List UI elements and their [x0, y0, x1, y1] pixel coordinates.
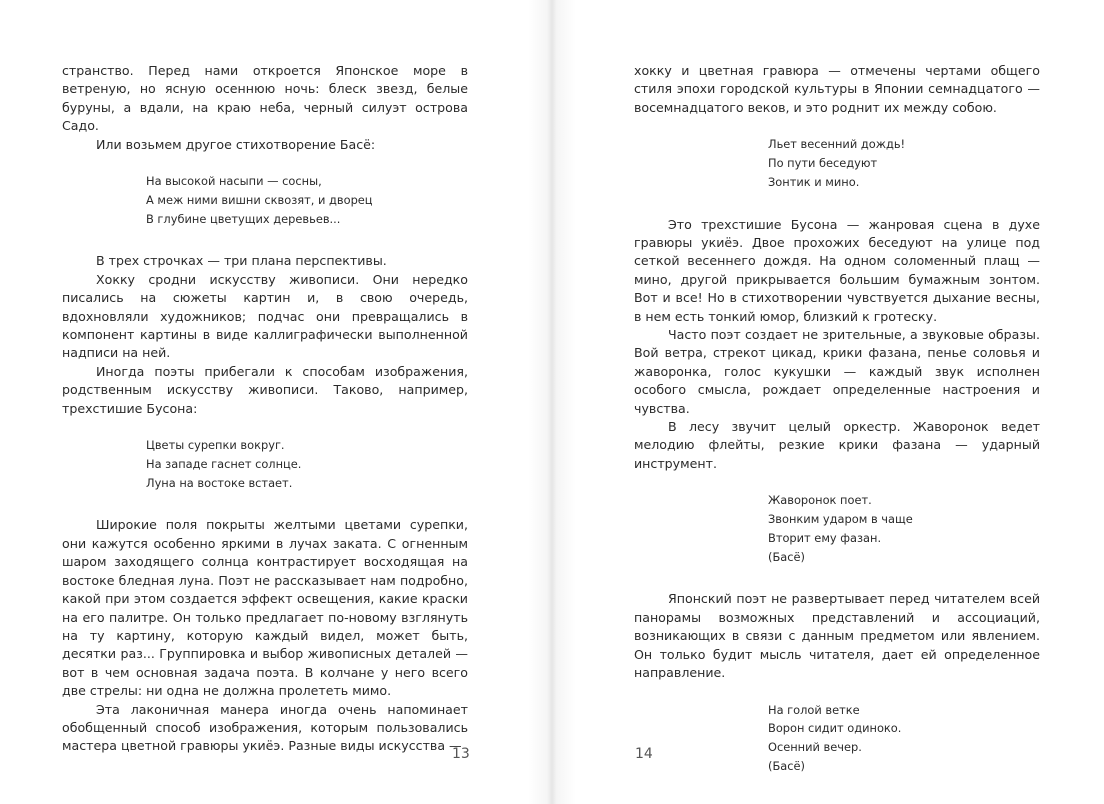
poem-line: Ворон сидит одиноко. [768, 721, 902, 736]
poem-line: Луна на востоке встает. [146, 475, 293, 490]
poem-line: На голой ветке [768, 702, 860, 717]
paragraph: Хокку сродни искусству живописи. Они нередко писались на сюжеты картин и, в свою очередь, вдохновляли художников; подчас они превращались в компонент картины в виде каллиграфически выполненной надписи на ней. [62, 271, 468, 361]
poem-buson-2 [768, 135, 1040, 191]
left-page-text [62, 62, 468, 756]
paragraph: странство. Перед нами откроется Японское море в ветреную, но ясную осеннюю ночь: блеск звезд, белые буруны, а вдали, на краю неба, черный силуэт острова Садо. [62, 63, 468, 134]
poem-attribution: (Басё) [768, 758, 805, 773]
poem-line: В глубине цветущих деревьев... [146, 211, 341, 226]
poem-line: На западе гаснет солнце. [146, 456, 302, 471]
paragraph: Эта лаконичная манера иногда очень напоминает обобщенный способ изображения, которым пользовались мастера цветной гравюры укиёэ. Разные виды искусства — [62, 701, 468, 754]
poem-line: Жаворонок поет. [768, 493, 872, 508]
paragraph: Широкие поля покрыты желтыми цветами сурепки, они кажутся особенно яркими в лучах заката. С огненным шаром заходящего солнца контрастирует восходящая на востоке бледная луна. Поэт не рассказывает нам подробно, какой при этом создается эффект освещения, какие краски на его палитре. Он только предлагает по-новому взглянуть на ту картину, которую каждый видел, может быть, десятки раз... Группировка и выбор живописных деталей — вот в чем основная задача поэта. В колчане у него всего две стрелы: ни одна не должна пролететь мимо. [62, 517, 468, 699]
poem-line: На высокой насыпи — сосны, [146, 174, 322, 189]
poem-line: Звонким ударом в чаще [768, 512, 913, 527]
paragraph: В трех строчках — три плана перспективы. [96, 253, 387, 269]
poem-basho-3 [768, 701, 1040, 776]
paragraph: Это трехстишие Бусона — жанровая сцена в духе гравюры укиёэ. Двое прохожих беседуют на улице под сеткой весеннего дождя. На одном соломенный плащ — мино, другой прикрывается большим бумажным зонтом. Вот и все! Но в стихотворении чувствуется дыхание весны, в нем есть тонкий юмор, близкий к гротеску. [634, 216, 1040, 324]
paragraph: Или возьмем другое стихотворение Басё: [96, 136, 376, 152]
poem-line: Цветы сурепки вокруг. [146, 438, 285, 453]
paragraph: В лесу звучит целый оркестр. Жаворонок ведет мелодию флейты, резкие крики фазана — ударный инструмент. [634, 419, 1040, 471]
right-page-text [634, 62, 1040, 800]
paragraph: хокку и цветная гравюра — отмечены чертами общего стиля эпохи городской культуры в Японии семнадцатого — восемнадцатого веков, и это роднит их между собою. [634, 63, 1040, 115]
poem-line: А меж ними вишни сквозят, и дворец [146, 192, 373, 207]
poem-line: Зонтик и мино. [768, 174, 860, 189]
poem-basho-1 [146, 172, 468, 228]
poem-attribution: (Басё) [768, 549, 805, 564]
poem-basho-2 [768, 491, 1040, 566]
poem-line: Вторит ему фазан. [768, 530, 882, 545]
poem-buson-1 [146, 436, 468, 492]
poem-line: Осенний вечер. [768, 740, 862, 755]
page-number: 14 [635, 746, 653, 762]
right-page [552, 0, 1104, 804]
paragraph: Часто поэт создает не зрительные, а звуковые образы. Вой ветра, стрекот цикад, крики фазана, пенье соловья и жаворонка, голос кукушки — каждый звук исполнен особого смысла, рождает определенные настроения и чувства. [634, 327, 1040, 416]
poem-line: По пути беседуют [768, 156, 878, 171]
paragraph: Иногда поэты прибегали к способам изображения, родственным искусству живописи. Таково, например, трехстишие Бусона: [62, 363, 468, 416]
page-number: 13 [452, 746, 470, 762]
poem-line: Льет весенний дождь! [768, 137, 906, 152]
paragraph: Японский поэт не развертывает перед читателем всей панорамы возможных представлений и ассоциаций, возникающих в связи с данным предметом или явлением. Он только будит мысль читателя, дает ей определенное направление. [634, 591, 1040, 681]
